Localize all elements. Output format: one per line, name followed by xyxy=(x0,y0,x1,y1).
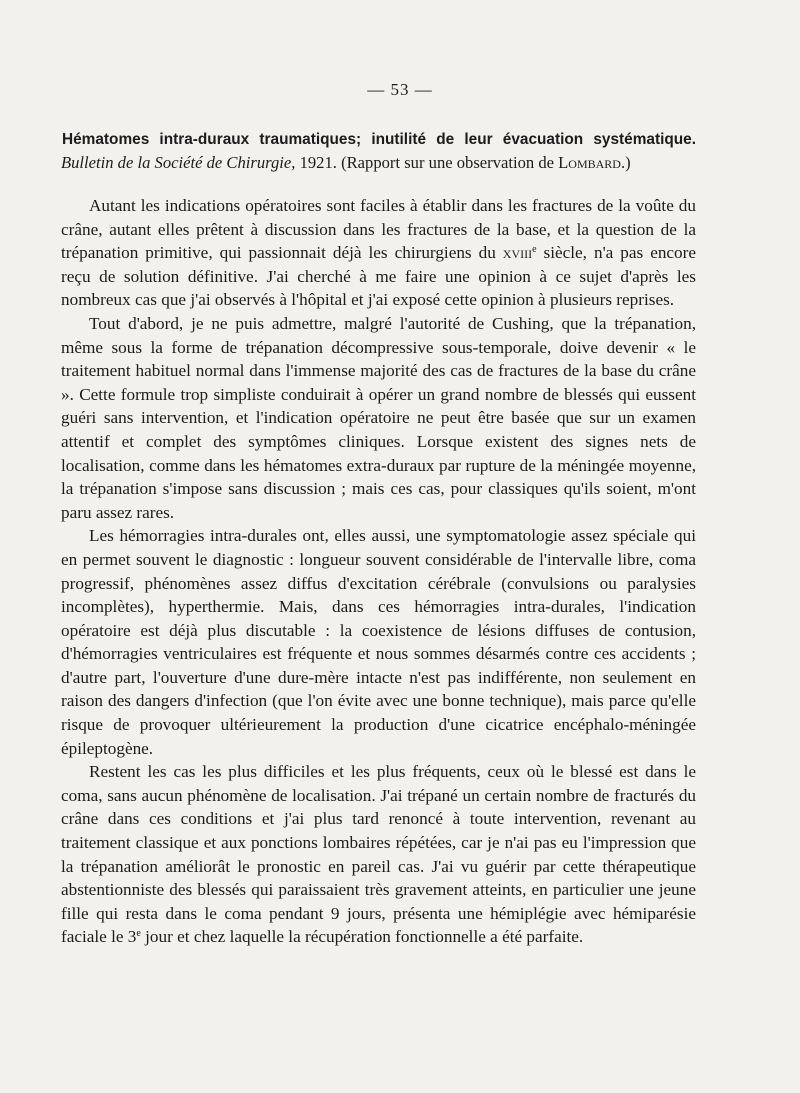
paragraph-4-text-a: Restent les cas les plus difficiles et les plus fréquents, ceux où le blessé est dans le coma, sans aucun phénomène de localisation. J'ai trépané un certain nombre de fracturés du crâne dans ces conditions et j'ai plus tard renoncé à toute intervention, revenant au traitement classique et aux ponctions lombaires répétées, car je n'ai pas eu l'impression que la trépanation améliorât le pronostic en pareil cas. J'ai vu guérir par cette thérapeutique abstentionniste des blessés qui paraissaient très gravement atteints, en particulier une jeune fille qui resta dans le coma pendant 9 jours, présenta une hémiplégie avec hémiparésie faciale le 3 xyxy=(61,762,696,947)
bibliography-heading xyxy=(61,127,696,174)
paragraph-4-text-b: jour et chez laquelle la récupération fonctionnelle a été parfaite. xyxy=(140,927,584,947)
paragraph-3: Les hémorragies intra-durales ont, elles aussi, une symptomatologie assez spéciale qui en permet souvent le diagnostic : longueur souvent considérable de l'intervalle libre, coma progressif, phénomènes assez diffus d'excitation cérébrale (convulsions ou paralysies incomplètes), hyperthermie. Mais, dans ces hémorragies intra-durales, l'indication opératoire est déjà plus discutable : la coexistence de lésions diffuses de contusion, d'hémorragies ventriculaires est fréquente et nous sommes désarmés contre ces accidents ; d'autre part, l'ouverture d'une dure-mère intacte n'est pas indifférente, non seulement en raison des dangers d'infection (que l'on évite avec une bonne technique), mais parce qu'elle risque de provoquer ultérieurement la production d'une cicatrice encéphalo-méningée épileptogène. xyxy=(61,526,696,758)
report-author: Lombard xyxy=(558,153,621,172)
paragraph-1-text-b: siècle, n'a pas encore reçu de solution définitive. J'ai cherché à me faire une opinion à ce sujet d'après les nombreux cas que j'ai observés à l'hôpital et j'ai exposé cette opinion à plusieurs reprises. xyxy=(61,243,696,310)
day-superscript: e xyxy=(136,928,141,940)
journal-name: Bulletin de la Société de Chirurgie, xyxy=(61,153,296,172)
page-number: — 53 — xyxy=(367,80,433,99)
century-superscript: e xyxy=(532,244,537,256)
paragraph-1-text-a: Autant les indications opératoires sont faciles à établir dans les fractures de la voûte du crâne, autant elles prêtent à discussion dans les fractures de la base, et la question de la trépanation primitive, qui passionnait déjà les chirurgiens du xyxy=(61,196,696,263)
article-title: Hématomes intra-duraux traumatiques; inutilité de leur évacuation systématique. xyxy=(62,131,696,148)
century-numeral: xviii xyxy=(502,243,533,263)
text-column xyxy=(61,127,696,949)
paragraph-1 xyxy=(61,194,696,312)
publication-year: 1921. xyxy=(299,153,337,172)
report-note-prefix: (Rapport sur une observation de xyxy=(341,153,559,172)
paragraph-2: Tout d'abord, je ne puis admettre, malgré l'autorité de Cushing, que la trépanation, même sous la forme de trépanation décompressive sous-temporale, doive devenir « le traitement habituel normal dans l'immense majorité des cas de fractures de la base du crâne ». Cette formule trop simpliste conduirait à opérer un grand nombre de blessés qui eussent guéri sans intervention, et l'indication opératoire ne peut être basée que sur un examen attentif et complet des symptômes cliniques. Lorsque existent des signes nets de localisation, comme dans les hématomes extra-duraux par rupture de la méningée moyenne, la trépanation s'impose sans discussion ; mais ces cas, pour classiques qu'ils soient, m'ont paru assez rares. xyxy=(61,313,696,522)
report-note-suffix: .) xyxy=(620,153,631,172)
paragraph-4 xyxy=(61,760,696,949)
